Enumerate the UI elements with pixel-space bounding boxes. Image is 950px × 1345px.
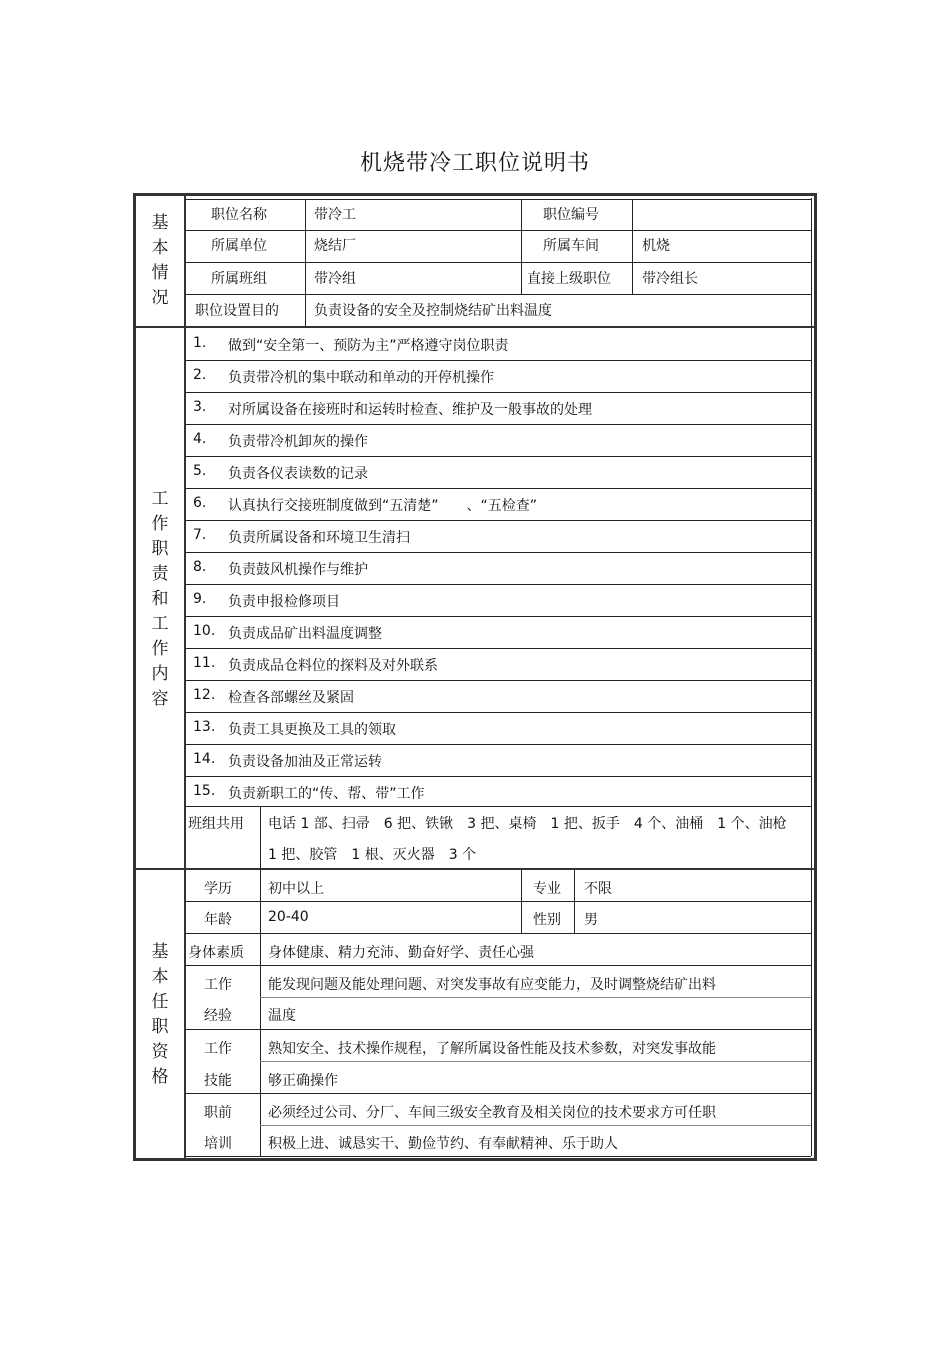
duty-item-text: 负责各仪表读数的记录: [228, 466, 368, 482]
duty-item-text: 负责申报检修项目: [228, 594, 340, 610]
duty-row-line: [186, 680, 811, 681]
training-line-2: 积极上进、诚恳实干、勤俭节约、有奉献精神、乐于助人: [268, 1136, 618, 1152]
duty-item-text: 做到“安全第一、预防为主”严格遵守岗位职责: [228, 338, 509, 354]
job-no-label: 职位编号: [543, 207, 599, 223]
age-value: 20-40: [268, 909, 309, 925]
duty-row-line: [186, 488, 811, 489]
duty-item-number: 3.: [193, 399, 207, 415]
major-value: 不限: [584, 881, 612, 897]
job-name-value: 带冷工: [314, 207, 356, 223]
duty-item-number: 12.: [193, 687, 216, 703]
skill-line-2: 够正确操作: [268, 1073, 338, 1089]
qualification-section-label: 基本任职资格: [151, 942, 169, 1087]
gender-label: 性别: [533, 912, 561, 928]
duty-row-line: [186, 776, 811, 777]
duty-item-number: 11.: [193, 655, 216, 671]
duty-item-number: 6.: [193, 495, 207, 511]
duty-item-number: 4.: [193, 431, 207, 447]
basic-section-label: 基本情况: [151, 213, 169, 308]
experience-label-2: 经验: [204, 1008, 232, 1024]
duty-item-text: 负责成品仓料位的探料及对外联系: [228, 658, 438, 674]
col-line: [260, 806, 261, 868]
training-label-1: 职前: [204, 1105, 232, 1121]
row-line-inner: [260, 1125, 811, 1126]
page-title: 机烧带冷工职位说明书: [359, 151, 590, 176]
duty-row-line: [186, 456, 811, 457]
superior-value: 带冷组长: [642, 271, 698, 287]
duty-item-text: 检查各部螺丝及紧固: [228, 690, 354, 706]
purpose-value: 负责设备的安全及控制烧结矿出料温度: [314, 303, 552, 319]
duty-row-line: [186, 360, 811, 361]
shared-tools-line-1: 电话 1 部、扫帚 6 把、铁锹 3 把、桌椅 1 把、扳手 4 个、油桶 1 个、油枪: [268, 816, 787, 832]
duty-row-line: [186, 584, 811, 585]
skill-label-2: 技能: [204, 1073, 232, 1089]
duty-row-line: [186, 552, 811, 553]
row-line: [186, 965, 811, 966]
inner-right-border: [811, 198, 812, 1156]
row-line: [186, 294, 811, 295]
duty-row-line: [186, 616, 811, 617]
duty-row-line: [186, 392, 811, 393]
skill-line-1: 熟知安全、技术操作规程，了解所属设备性能及技术参数，对突发事故能: [268, 1041, 716, 1057]
row-line: [186, 1156, 811, 1157]
duty-row-line: [186, 424, 811, 425]
duty-item-text: 负责新职工的“传、帮、带”工作: [228, 786, 425, 802]
duty-item-text: 认真执行交接班制度做到“五清楚” 、“五检查”: [228, 498, 538, 514]
row-line: [186, 901, 811, 902]
major-label: 专业: [533, 881, 561, 897]
duty-item-text: 对所属设备在接班时和运转时检查、维护及一般事故的处理: [228, 402, 592, 418]
duty-row-line: [186, 712, 811, 713]
duty-item-text: 负责成品矿出料温度调整: [228, 626, 382, 642]
col-line: [305, 294, 306, 326]
duty-item-number: 1.: [193, 335, 207, 351]
section-separator-1: [136, 326, 814, 328]
row-line: [186, 1093, 811, 1094]
shared-tools-label: 班组共用: [188, 816, 244, 832]
row-line: [186, 262, 811, 263]
experience-line-1: 能发现问题及能处理问题、对突发事故有应变能力，及时调整烧结矿出料: [268, 977, 716, 993]
duties-section-label: 工作职责和工作内容: [151, 489, 169, 709]
duty-item-text: 负责所属设备和环境卫生清扫: [228, 530, 410, 546]
col-line: [305, 199, 306, 294]
duty-row-line: [186, 744, 811, 745]
job-name-label: 职位名称: [211, 207, 267, 223]
duty-item-number: 10.: [193, 623, 216, 639]
duty-row-line: [186, 520, 811, 521]
duty-item-number: 7.: [193, 527, 207, 543]
row-line: [186, 933, 811, 934]
age-label: 年龄: [204, 912, 232, 928]
section-divider: [184, 196, 186, 1158]
col-line: [632, 199, 633, 294]
skill-label-1: 工作: [204, 1041, 232, 1057]
row-line-inner: [260, 1061, 811, 1062]
duty-item-number: 14.: [193, 751, 216, 767]
superior-label: 直接上级职位: [527, 271, 611, 287]
purpose-label: 职位设置目的: [195, 303, 279, 319]
duty-item-text: 负责带冷机卸灰的操作: [228, 434, 368, 450]
duty-item-number: 2.: [193, 367, 207, 383]
physique-label: 身体素质: [188, 945, 244, 961]
duty-row-line: [186, 648, 811, 649]
training-label-2: 培训: [204, 1136, 232, 1152]
col-line: [260, 870, 261, 1156]
education-label: 学历: [204, 881, 232, 897]
duty-item-text: 负责工具更换及工具的领取: [228, 722, 396, 738]
duty-item-number: 15.: [193, 783, 216, 799]
row-line: [186, 230, 811, 231]
unit-label: 所属单位: [211, 238, 267, 254]
section-separator-2: [136, 868, 814, 870]
duty-item-number: 13.: [193, 719, 216, 735]
duty-item-text: 负责鼓风机操作与维护: [228, 562, 368, 578]
col-line: [521, 199, 522, 294]
duty-item-number: 8.: [193, 559, 207, 575]
experience-line-2: 温度: [268, 1008, 296, 1024]
team-value: 带冷组: [314, 271, 356, 287]
workshop-label: 所属车间: [543, 238, 599, 254]
row-line: [186, 1029, 811, 1030]
experience-label-1: 工作: [204, 977, 232, 993]
team-label: 所属班组: [211, 271, 267, 287]
row-line: [186, 199, 811, 200]
gender-value: 男: [584, 912, 598, 928]
workshop-value: 机烧: [642, 238, 670, 254]
education-value: 初中以上: [268, 881, 324, 897]
row-line-inner: [260, 997, 811, 998]
unit-value: 烧结厂: [314, 238, 356, 254]
shared-tools-line-2: 1 把、胶管 1 根、灭火器 3 个: [268, 847, 477, 863]
row-line: [186, 806, 811, 807]
duty-item-number: 5.: [193, 463, 207, 479]
duty-item-text: 负责带冷机的集中联动和单动的开停机操作: [228, 370, 494, 386]
duty-item-text: 负责设备加油及正常运转: [228, 754, 382, 770]
duty-item-number: 9.: [193, 591, 207, 607]
physique-value: 身体健康、精力充沛、勤奋好学、责任心强: [268, 945, 534, 961]
training-line-1: 必须经过公司、分厂、车间三级安全教育及相关岗位的技术要求方可任职: [268, 1105, 716, 1121]
